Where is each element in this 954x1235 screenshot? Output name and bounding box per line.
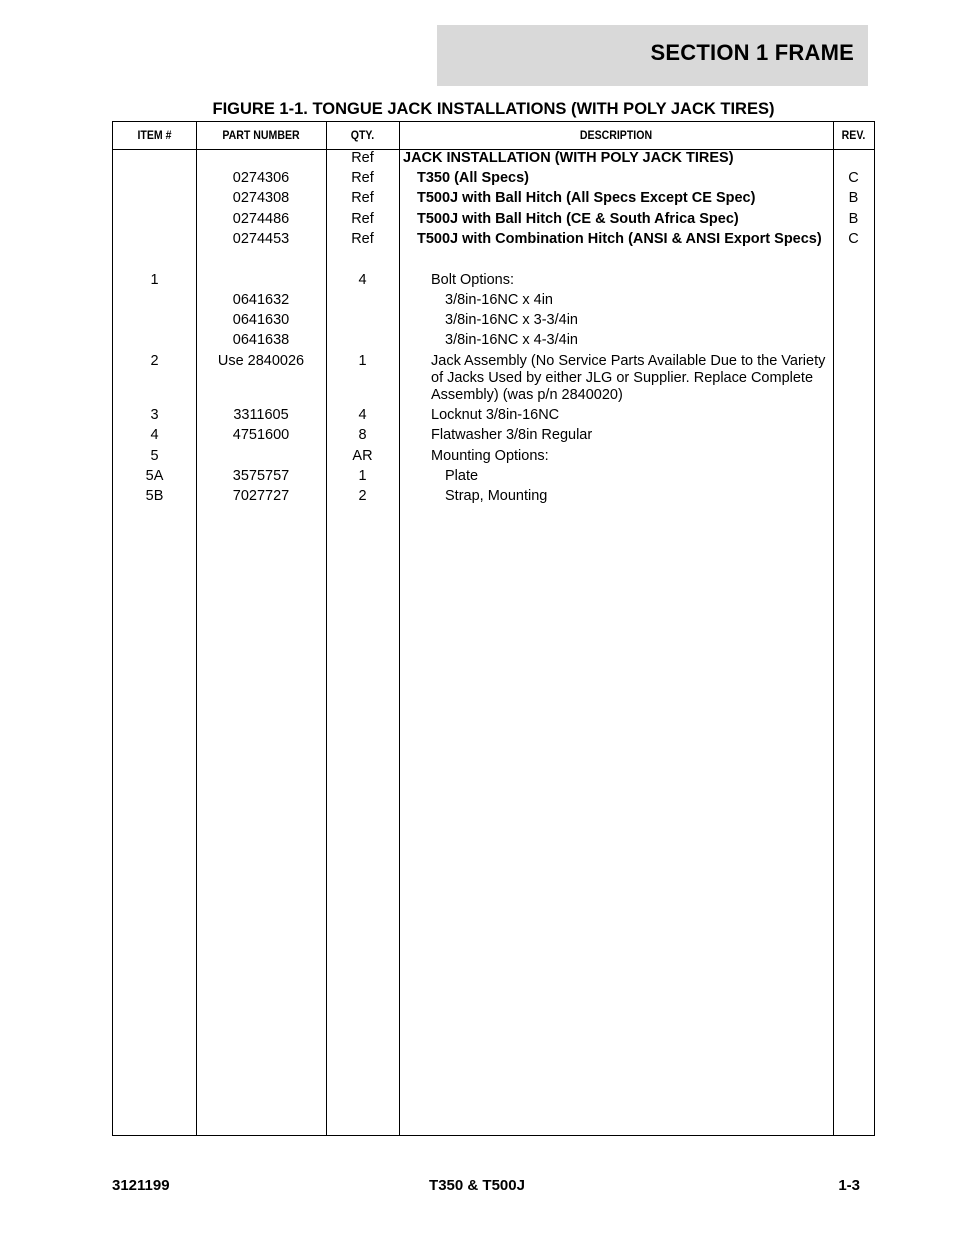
- description-cell: 3/8in-16NC x 4-3/4in: [445, 332, 578, 348]
- item-cell: 5: [150, 448, 159, 464]
- part-number-cell: 3311605: [233, 407, 289, 423]
- qty-cell: Ref: [351, 170, 374, 186]
- qty-cell: 1: [358, 468, 367, 484]
- column-divider: [833, 122, 834, 1135]
- item-cell: 2: [150, 353, 159, 369]
- section-title: SECTION 1 FRAME: [650, 40, 854, 65]
- header-item: ITEM #: [137, 128, 172, 142]
- description-cell: Locknut 3/8in-16NC: [431, 407, 560, 423]
- description-cell: Plate: [445, 468, 479, 484]
- description-cell: Jack Assembly (No Service Parts Available Due to the Variety of Jacks Used by either JLG or Supplier. Replace Complete Assembly) (was p/n 2840020): [431, 353, 826, 403]
- qty-cell: 8: [358, 427, 367, 443]
- qty-cell: Ref: [351, 190, 374, 206]
- description-cell: Flatwasher 3/8in Regular: [431, 427, 593, 443]
- column-divider: [196, 122, 197, 1135]
- description-cell: 3/8in-16NC x 4in: [445, 292, 553, 308]
- header-description: DESCRIPTION: [579, 128, 653, 142]
- description-cell: T500J with Combination Hitch (ANSI & ANSI Export Specs): [417, 231, 822, 247]
- part-number-cell: 0641638: [232, 332, 290, 348]
- header-qty: QTY.: [350, 128, 375, 142]
- item-cell: 5B: [145, 488, 164, 504]
- qty-cell: Ref: [351, 231, 374, 247]
- parts-table: [112, 121, 875, 1136]
- qty-cell: 2: [358, 488, 367, 504]
- qty-cell: 4: [358, 272, 367, 288]
- rev-cell: C: [848, 170, 859, 186]
- part-number-cell: Use 2840026: [217, 353, 305, 369]
- description-cell: 3/8in-16NC x 3-3/4in: [445, 312, 578, 328]
- part-number-cell: 0641630: [232, 312, 290, 328]
- part-number-cell: 0274306: [232, 170, 290, 186]
- part-number-cell: 0274453: [232, 231, 290, 247]
- part-number-cell: 7027727: [232, 488, 290, 504]
- qty-cell: Ref: [351, 150, 374, 166]
- description-cell: T500J with Ball Hitch (All Specs Except CE Spec): [417, 190, 756, 206]
- part-number-cell: 0274308: [232, 190, 290, 206]
- item-cell: 3: [150, 407, 159, 423]
- item-cell: 5A: [145, 468, 164, 484]
- qty-cell: 1: [358, 353, 367, 369]
- qty-cell: 4: [358, 407, 367, 423]
- rev-cell: C: [848, 231, 859, 247]
- part-number-cell: 0641632: [232, 292, 290, 308]
- part-number-cell: 3575757: [232, 468, 290, 484]
- qty-cell: Ref: [351, 211, 374, 227]
- description-cell: Bolt Options:: [431, 272, 515, 288]
- rev-cell: B: [848, 190, 859, 206]
- rev-cell: B: [848, 211, 859, 227]
- footer-doc-number: 3121199: [112, 1177, 170, 1194]
- item-cell: 4: [150, 427, 159, 443]
- footer-model: T350 & T500J: [429, 1177, 525, 1194]
- description-cell: Mounting Options:: [431, 448, 549, 464]
- part-number-cell: 0274486: [232, 211, 290, 227]
- description-cell: JACK INSTALLATION (WITH POLY JACK TIRES): [403, 150, 734, 166]
- header-part-number: PART NUMBER: [222, 128, 300, 142]
- description-cell: Strap, Mounting: [445, 488, 548, 504]
- header-rev: REV.: [841, 128, 866, 142]
- qty-cell: AR: [352, 448, 373, 464]
- section-header-box: [437, 25, 868, 86]
- footer-page-number: 1-3: [838, 1177, 860, 1194]
- description-cell: T350 (All Specs): [417, 170, 530, 186]
- part-number-cell: 4751600: [232, 427, 290, 443]
- description-cell: T500J with Ball Hitch (CE & South Africa Spec): [417, 211, 739, 227]
- figure-title: FIGURE 1-1. TONGUE JACK INSTALLATIONS (WITH POLY JACK TIRES): [212, 100, 775, 118]
- item-cell: 1: [150, 272, 159, 288]
